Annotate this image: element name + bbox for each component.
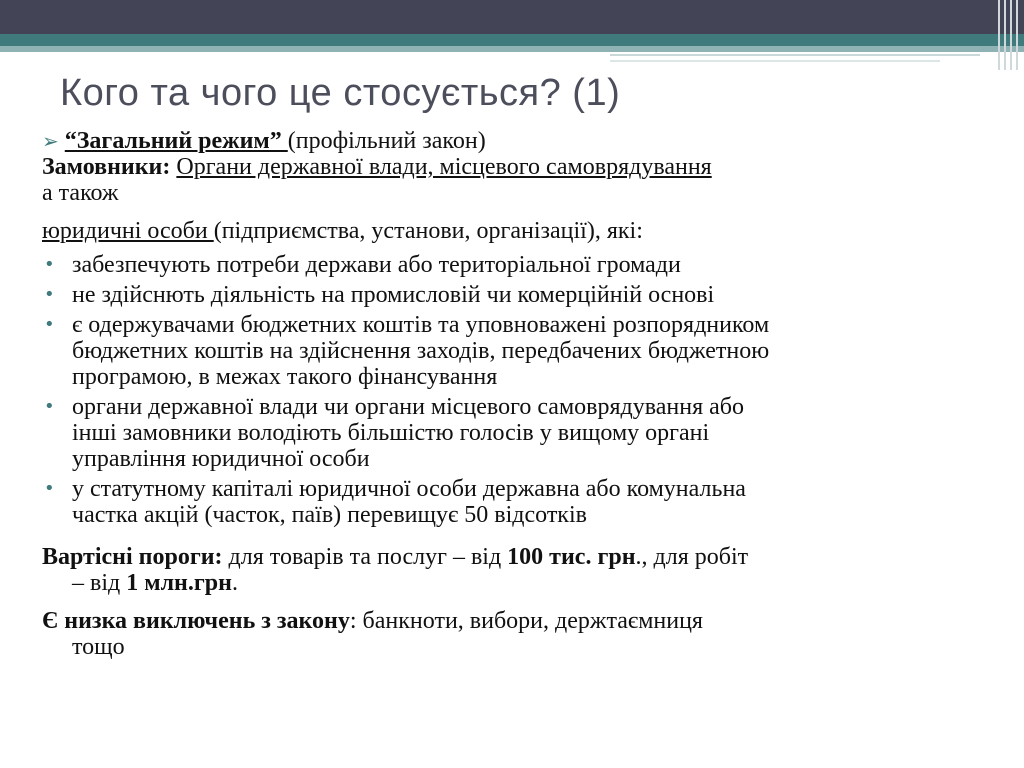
thresholds-goods-value: 100 тис. грн [507,544,636,570]
thresholds-line [42,544,1002,570]
header-stripes [994,0,1024,70]
list-item-text: управління юридичної особи [72,446,370,472]
customers-value: Органи державної влади, місцевого самоврядування [176,154,712,180]
regime-line [42,128,1002,154]
list-item-text: інші замовники володіють більшістю голосів у вищому органі [72,420,710,446]
header-band-light [0,46,1024,52]
also-line: а також [42,180,119,206]
legal-line [42,218,1002,244]
list-item-text: • не здійснють діяльність на промисловій чи комерційній основі [72,282,715,308]
exceptions-line [42,608,1002,634]
regime-label: “Загальний режим” [64,128,288,154]
thresholds-label: Вартісні пороги: [42,544,223,570]
regime-note: (профільний закон) [287,128,486,154]
legal-label: юридичні особи [42,218,214,244]
header-decor-line [610,54,980,56]
list-item-text: програмою, в межах такого фінансування [72,364,498,390]
header-band-dark [0,0,1024,34]
list-item [42,312,1002,390]
list-item [42,282,1002,308]
thresholds-text: – від [72,570,127,596]
header-band-teal [0,34,1024,46]
thresholds-text: для товарів та послуг – від [222,544,508,570]
customers-line [42,154,1002,180]
thresholds-text: . [231,570,238,596]
list-item-text: бюджетних коштів на здійснення заходів, передбачених бюджетною [72,338,770,364]
exceptions-label: Є низка виключень з закону [42,608,350,634]
criteria-list [42,252,1002,528]
legal-note: (підприємства, установи, організації), які: [213,218,643,244]
list-item-text: • органи державної влади чи органи місцевого самоврядування або [72,394,744,420]
thresholds-line-2 [42,570,1002,596]
list-item-text: частка акцій (часток, паїв) перевищує 50 відсотків [72,502,587,528]
thresholds-text: ., для робіт [635,544,749,570]
list-item-text: • у статутному капіталі юридичної особи державна або комунальна [72,476,746,502]
thresholds-works-value: 1 млн.грн [126,570,232,596]
customers-label: Замовники: [42,154,171,180]
list-item [42,476,1002,528]
list-item-text: • забезпечують потреби держави або територіальної громади [72,252,681,278]
exceptions-line-2: тощо [72,634,125,660]
list-item [42,252,1002,278]
slide-content [42,128,1002,660]
header-decor-line [610,60,940,62]
arrow-bullet-icon: ➢ [42,129,59,153]
list-item-text: • є одержувачами бюджетних коштів та уповноважені розпорядником [72,312,770,338]
list-item [42,394,1002,472]
slide-title: Кого та чого це стосується? (1) [60,72,621,114]
exceptions-text: : банкноти, вибори, держтаємниця [349,608,703,634]
